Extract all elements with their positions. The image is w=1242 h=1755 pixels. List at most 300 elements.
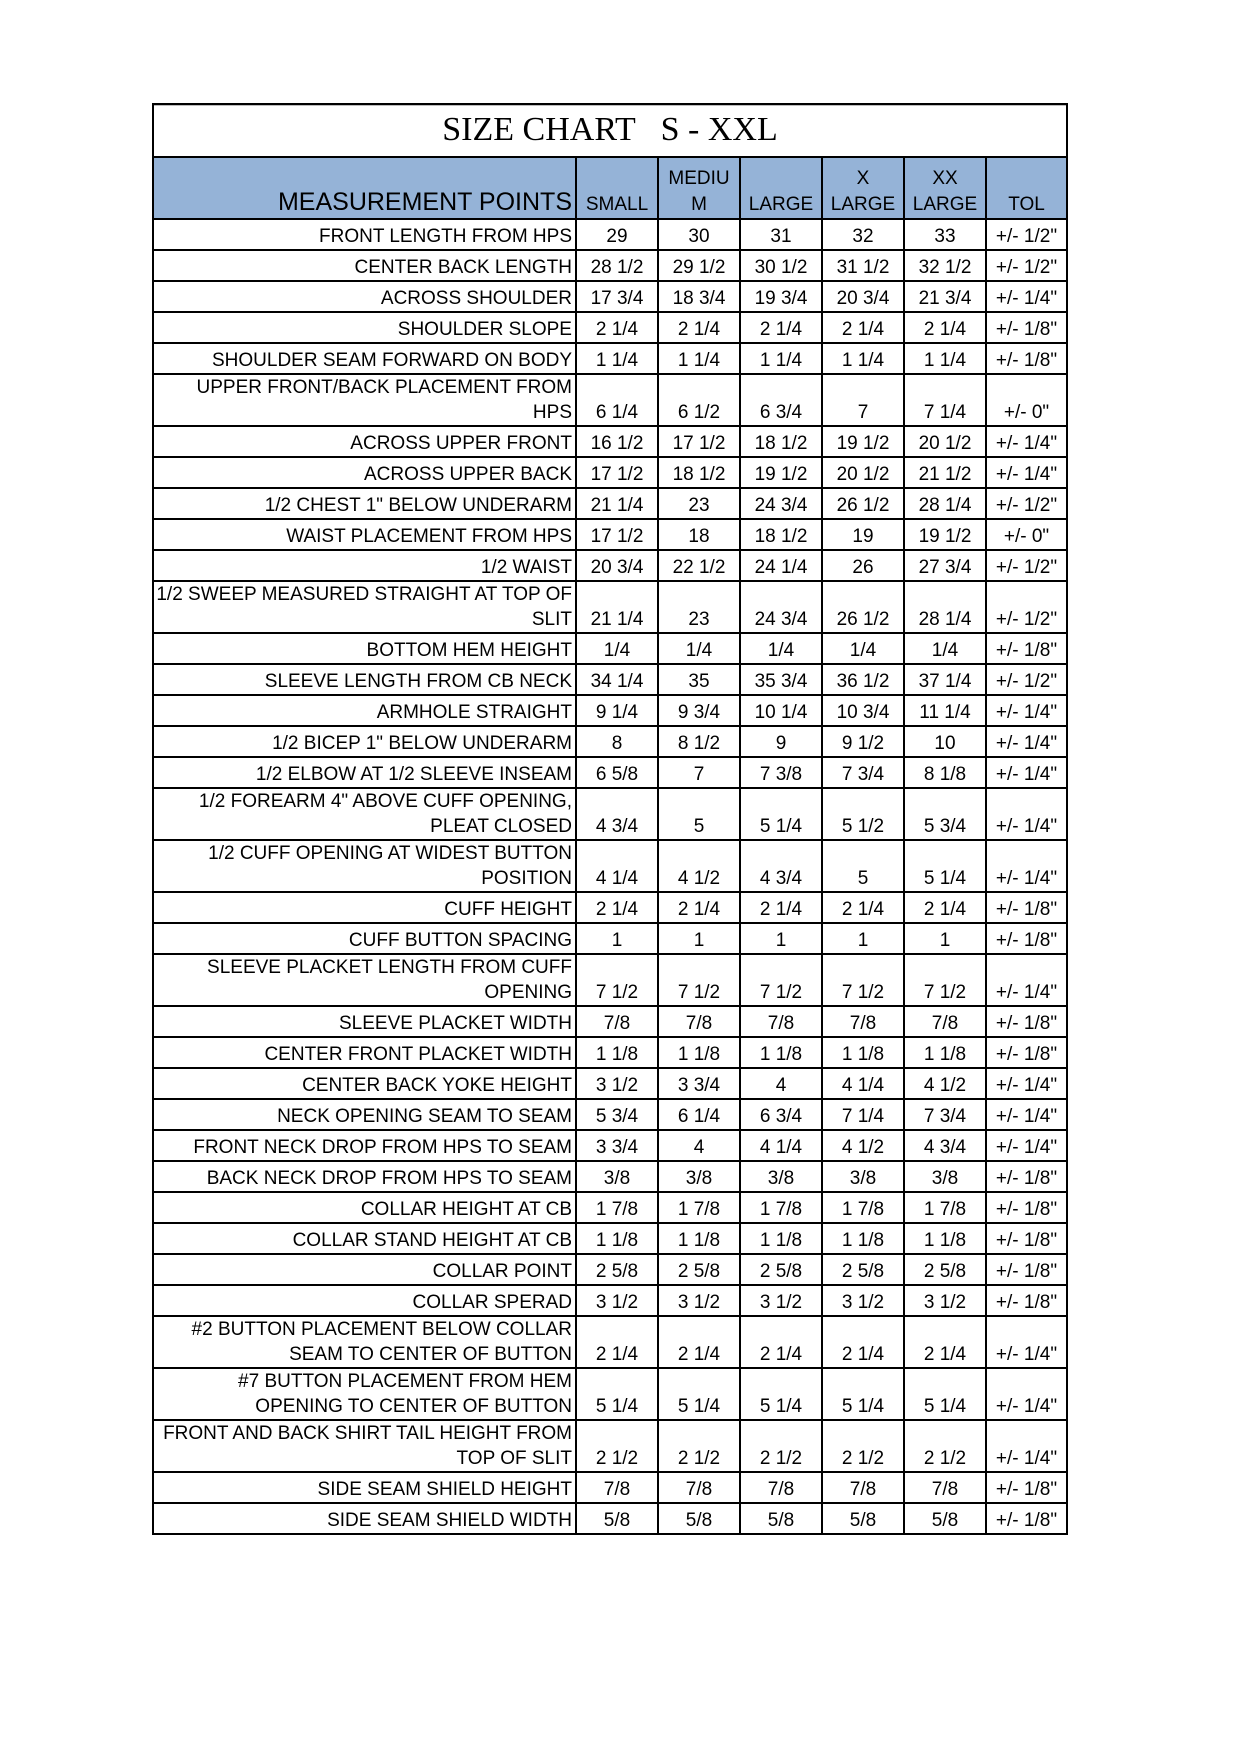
value-cell-small: 20 3/4 xyxy=(576,550,658,581)
header-small: SMALL xyxy=(576,158,658,219)
value-cell-xx-large: 21 3/4 xyxy=(904,281,986,312)
table-row xyxy=(154,457,1066,488)
value-cell-x-large: 26 1/2 xyxy=(822,488,904,519)
table-row xyxy=(154,664,1066,695)
value-cell-small: 6 1/4 xyxy=(576,374,658,426)
value-cell-medium: 2 1/4 xyxy=(658,312,740,343)
tolerance-cell: +/- 1/8" xyxy=(986,1006,1066,1037)
value-cell-small: 7/8 xyxy=(576,1472,658,1503)
value-cell-xx-large: 1 1/8 xyxy=(904,1223,986,1254)
tolerance-cell: +/- 1/8" xyxy=(986,1223,1066,1254)
measurement-point-cell: 1/2 CHEST 1" BELOW UNDERARM xyxy=(154,488,576,519)
measurement-point-cell: SLEEVE PLACKET WIDTH xyxy=(154,1006,576,1037)
value-cell-medium: 2 1/2 xyxy=(658,1420,740,1472)
value-cell-medium: 17 1/2 xyxy=(658,426,740,457)
value-cell-xx-large: 37 1/4 xyxy=(904,664,986,695)
table-row xyxy=(154,1223,1066,1254)
value-cell-x-large: 5 1/4 xyxy=(822,1368,904,1420)
value-cell-small: 4 3/4 xyxy=(576,788,658,840)
tolerance-cell: +/- 1/4" xyxy=(986,954,1066,1006)
value-cell-x-large: 20 1/2 xyxy=(822,457,904,488)
value-cell-small: 1 1/4 xyxy=(576,343,658,374)
value-cell-medium: 23 xyxy=(658,488,740,519)
value-cell-x-large: 31 1/2 xyxy=(822,250,904,281)
table-row xyxy=(154,1037,1066,1068)
value-cell-xx-large: 2 5/8 xyxy=(904,1254,986,1285)
value-cell-large: 31 xyxy=(740,219,822,250)
value-cell-small: 6 5/8 xyxy=(576,757,658,788)
value-cell-x-large: 7/8 xyxy=(822,1006,904,1037)
table-row xyxy=(154,923,1066,954)
value-cell-large: 19 3/4 xyxy=(740,281,822,312)
value-cell-large: 18 1/2 xyxy=(740,426,822,457)
measurement-point-cell: CENTER FRONT PLACKET WIDTH xyxy=(154,1037,576,1068)
value-cell-medium: 18 xyxy=(658,519,740,550)
value-cell-xx-large: 3/8 xyxy=(904,1161,986,1192)
value-cell-x-large: 1 1/8 xyxy=(822,1037,904,1068)
value-cell-x-large: 19 1/2 xyxy=(822,426,904,457)
table-row xyxy=(154,426,1066,457)
value-cell-small: 7/8 xyxy=(576,1006,658,1037)
table-row xyxy=(154,726,1066,757)
value-cell-x-large: 7 3/4 xyxy=(822,757,904,788)
value-cell-x-large: 26 1/2 xyxy=(822,581,904,633)
value-cell-medium: 2 1/4 xyxy=(658,1316,740,1368)
value-cell-small: 3 1/2 xyxy=(576,1068,658,1099)
header-measurement-points: MEASUREMENT POINTS xyxy=(154,158,576,219)
value-cell-large: 6 3/4 xyxy=(740,1099,822,1130)
value-cell-large: 30 1/2 xyxy=(740,250,822,281)
measurement-point-cell: 1/2 ELBOW AT 1/2 SLEEVE INSEAM xyxy=(154,757,576,788)
value-cell-small: 5/8 xyxy=(576,1503,658,1533)
value-cell-medium: 29 1/2 xyxy=(658,250,740,281)
measurement-point-cell: COLLAR POINT xyxy=(154,1254,576,1285)
value-cell-small: 2 1/2 xyxy=(576,1420,658,1472)
value-cell-x-large: 5 1/2 xyxy=(822,788,904,840)
value-cell-medium: 22 1/2 xyxy=(658,550,740,581)
measurement-point-cell: 1/2 FOREARM 4" ABOVE CUFF OPENING, PLEAT CLOSED xyxy=(154,788,576,840)
value-cell-large: 7 3/8 xyxy=(740,757,822,788)
table-row xyxy=(154,1161,1066,1192)
value-cell-small: 8 xyxy=(576,726,658,757)
value-cell-x-large: 1 1/4 xyxy=(822,343,904,374)
value-cell-x-large: 20 3/4 xyxy=(822,281,904,312)
tolerance-cell: +/- 1/4" xyxy=(986,1099,1066,1130)
measurement-point-cell: 1/2 BICEP 1" BELOW UNDERARM xyxy=(154,726,576,757)
value-cell-medium: 4 1/2 xyxy=(658,840,740,892)
table-row xyxy=(154,1099,1066,1130)
value-cell-x-large: 36 1/2 xyxy=(822,664,904,695)
value-cell-large: 19 1/2 xyxy=(740,457,822,488)
table-row xyxy=(154,1503,1066,1533)
value-cell-medium: 18 3/4 xyxy=(658,281,740,312)
measurement-point-cell: SHOULDER SLOPE xyxy=(154,312,576,343)
value-cell-small: 1 1/8 xyxy=(576,1223,658,1254)
measurement-point-cell: ARMHOLE STRAIGHT xyxy=(154,695,576,726)
tolerance-cell: +/- 1/4" xyxy=(986,1420,1066,1472)
measurement-point-cell: CUFF HEIGHT xyxy=(154,892,576,923)
value-cell-medium: 4 xyxy=(658,1130,740,1161)
value-cell-large: 35 3/4 xyxy=(740,664,822,695)
tolerance-cell: +/- 1/8" xyxy=(986,1503,1066,1533)
value-cell-medium: 5/8 xyxy=(658,1503,740,1533)
value-cell-large: 1/4 xyxy=(740,633,822,664)
value-cell-medium: 1 1/8 xyxy=(658,1223,740,1254)
value-cell-small: 1 1/8 xyxy=(576,1037,658,1068)
value-cell-xx-large: 1 7/8 xyxy=(904,1192,986,1223)
value-cell-medium: 3 3/4 xyxy=(658,1068,740,1099)
value-cell-large: 1 1/4 xyxy=(740,343,822,374)
table-row xyxy=(154,954,1066,1006)
value-cell-large: 4 xyxy=(740,1068,822,1099)
value-cell-large: 5 1/4 xyxy=(740,1368,822,1420)
value-cell-xx-large: 28 1/4 xyxy=(904,581,986,633)
measurement-point-cell: SIDE SEAM SHIELD HEIGHT xyxy=(154,1472,576,1503)
value-cell-x-large: 10 3/4 xyxy=(822,695,904,726)
measurement-point-cell: FRONT NECK DROP FROM HPS TO SEAM xyxy=(154,1130,576,1161)
table-row xyxy=(154,281,1066,312)
value-cell-xx-large: 2 1/4 xyxy=(904,312,986,343)
value-cell-xx-large: 1 1/8 xyxy=(904,1037,986,1068)
title-row xyxy=(154,105,1066,158)
value-cell-small: 28 1/2 xyxy=(576,250,658,281)
table-row xyxy=(154,757,1066,788)
value-cell-xx-large: 7 3/4 xyxy=(904,1099,986,1130)
value-cell-medium: 1 xyxy=(658,923,740,954)
value-cell-x-large: 2 1/4 xyxy=(822,892,904,923)
value-cell-x-large: 19 xyxy=(822,519,904,550)
value-cell-x-large: 3/8 xyxy=(822,1161,904,1192)
tolerance-cell: +/- 1/8" xyxy=(986,1285,1066,1316)
tolerance-cell: +/- 1/4" xyxy=(986,457,1066,488)
measurement-point-cell: FRONT AND BACK SHIRT TAIL HEIGHT FROM TOP OF SLIT xyxy=(154,1420,576,1472)
value-cell-large: 2 5/8 xyxy=(740,1254,822,1285)
value-cell-medium: 3 1/2 xyxy=(658,1285,740,1316)
tolerance-cell: +/- 1/4" xyxy=(986,840,1066,892)
value-cell-medium: 8 1/2 xyxy=(658,726,740,757)
measurement-point-cell: SHOULDER SEAM FORWARD ON BODY xyxy=(154,343,576,374)
tolerance-cell: +/- 1/2" xyxy=(986,488,1066,519)
value-cell-xx-large: 3 1/2 xyxy=(904,1285,986,1316)
value-cell-xx-large: 7 1/4 xyxy=(904,374,986,426)
size-table xyxy=(154,158,1066,1533)
value-cell-xx-large: 1/4 xyxy=(904,633,986,664)
value-cell-xx-large: 28 1/4 xyxy=(904,488,986,519)
tolerance-cell: +/- 1/8" xyxy=(986,1037,1066,1068)
tolerance-cell: +/- 1/8" xyxy=(986,923,1066,954)
value-cell-xx-large: 32 1/2 xyxy=(904,250,986,281)
value-cell-large: 2 1/2 xyxy=(740,1420,822,1472)
value-cell-small: 3/8 xyxy=(576,1161,658,1192)
table-row xyxy=(154,1420,1066,1472)
measurement-point-cell: COLLAR HEIGHT AT CB xyxy=(154,1192,576,1223)
measurement-point-cell: CENTER BACK LENGTH xyxy=(154,250,576,281)
value-cell-large: 5 1/4 xyxy=(740,788,822,840)
value-cell-large: 2 1/4 xyxy=(740,892,822,923)
table-body xyxy=(154,219,1066,1533)
value-cell-large: 9 xyxy=(740,726,822,757)
value-cell-xx-large: 5 1/4 xyxy=(904,840,986,892)
header-row xyxy=(154,158,1066,219)
header-large: LARGE xyxy=(740,158,822,219)
value-cell-large: 7/8 xyxy=(740,1472,822,1503)
value-cell-small: 16 1/2 xyxy=(576,426,658,457)
value-cell-small: 1 xyxy=(576,923,658,954)
value-cell-small: 17 3/4 xyxy=(576,281,658,312)
value-cell-small: 2 1/4 xyxy=(576,892,658,923)
value-cell-xx-large: 4 3/4 xyxy=(904,1130,986,1161)
value-cell-xx-large: 21 1/2 xyxy=(904,457,986,488)
value-cell-small: 3 1/2 xyxy=(576,1285,658,1316)
value-cell-large: 7/8 xyxy=(740,1006,822,1037)
table-row xyxy=(154,219,1066,250)
tolerance-cell: +/- 0" xyxy=(986,519,1066,550)
table-row xyxy=(154,519,1066,550)
tolerance-cell: +/- 1/4" xyxy=(986,1316,1066,1368)
value-cell-medium: 5 xyxy=(658,788,740,840)
value-cell-large: 24 3/4 xyxy=(740,581,822,633)
value-cell-small: 5 1/4 xyxy=(576,1368,658,1420)
tolerance-cell: +/- 1/4" xyxy=(986,695,1066,726)
value-cell-medium: 1/4 xyxy=(658,633,740,664)
measurement-point-cell: SLEEVE PLACKET LENGTH FROM CUFF OPENING xyxy=(154,954,576,1006)
value-cell-xx-large: 2 1/2 xyxy=(904,1420,986,1472)
measurement-point-cell: 1/2 WAIST xyxy=(154,550,576,581)
header-medium: MEDIU M xyxy=(658,158,740,219)
value-cell-x-large: 1 xyxy=(822,923,904,954)
value-cell-x-large: 3 1/2 xyxy=(822,1285,904,1316)
value-cell-xx-large: 4 1/2 xyxy=(904,1068,986,1099)
table-row xyxy=(154,581,1066,633)
tolerance-cell: +/- 1/8" xyxy=(986,312,1066,343)
value-cell-x-large: 4 1/2 xyxy=(822,1130,904,1161)
measurement-point-cell: #7 BUTTON PLACEMENT FROM HEM OPENING TO CENTER OF BUTTON xyxy=(154,1368,576,1420)
value-cell-x-large: 2 1/4 xyxy=(822,1316,904,1368)
value-cell-xx-large: 5/8 xyxy=(904,1503,986,1533)
value-cell-large: 2 1/4 xyxy=(740,312,822,343)
measurement-point-cell: WAIST PLACEMENT FROM HPS xyxy=(154,519,576,550)
measurement-point-cell: 1/2 SWEEP MEASURED STRAIGHT AT TOP OF SLIT xyxy=(154,581,576,633)
measurement-point-cell: CENTER BACK YOKE HEIGHT xyxy=(154,1068,576,1099)
value-cell-large: 24 3/4 xyxy=(740,488,822,519)
measurement-point-cell: SLEEVE LENGTH FROM CB NECK xyxy=(154,664,576,695)
value-cell-x-large: 32 xyxy=(822,219,904,250)
value-cell-xx-large: 5 3/4 xyxy=(904,788,986,840)
value-cell-x-large: 7 xyxy=(822,374,904,426)
measurement-point-cell: ACROSS UPPER FRONT xyxy=(154,426,576,457)
table-row xyxy=(154,633,1066,664)
tolerance-cell: +/- 1/8" xyxy=(986,892,1066,923)
value-cell-large: 1 1/8 xyxy=(740,1223,822,1254)
table-row xyxy=(154,488,1066,519)
value-cell-small: 3 3/4 xyxy=(576,1130,658,1161)
value-cell-large: 3 1/2 xyxy=(740,1285,822,1316)
tolerance-cell: +/- 1/8" xyxy=(986,1254,1066,1285)
tolerance-cell: +/- 0" xyxy=(986,374,1066,426)
table-row xyxy=(154,1006,1066,1037)
value-cell-medium: 1 1/8 xyxy=(658,1037,740,1068)
measurement-point-cell: BACK NECK DROP FROM HPS TO SEAM xyxy=(154,1161,576,1192)
value-cell-x-large: 7 1/2 xyxy=(822,954,904,1006)
value-cell-x-large: 4 1/4 xyxy=(822,1068,904,1099)
tolerance-cell: +/- 1/8" xyxy=(986,1472,1066,1503)
value-cell-large: 2 1/4 xyxy=(740,1316,822,1368)
value-cell-small: 21 1/4 xyxy=(576,581,658,633)
measurement-point-cell: COLLAR SPERAD xyxy=(154,1285,576,1316)
value-cell-xx-large: 5 1/4 xyxy=(904,1368,986,1420)
value-cell-x-large: 1 1/8 xyxy=(822,1223,904,1254)
value-cell-small: 17 1/2 xyxy=(576,457,658,488)
value-cell-medium: 2 1/4 xyxy=(658,892,740,923)
header-tol: TOL xyxy=(986,158,1066,219)
measurement-point-cell: FRONT LENGTH FROM HPS xyxy=(154,219,576,250)
value-cell-x-large: 5 xyxy=(822,840,904,892)
value-cell-medium: 7/8 xyxy=(658,1472,740,1503)
table-row xyxy=(154,1068,1066,1099)
tolerance-cell: +/- 1/8" xyxy=(986,343,1066,374)
measurement-point-cell: ACROSS SHOULDER xyxy=(154,281,576,312)
measurement-point-cell: UPPER FRONT/BACK PLACEMENT FROM HPS xyxy=(154,374,576,426)
tolerance-cell: +/- 1/2" xyxy=(986,550,1066,581)
value-cell-large: 1 7/8 xyxy=(740,1192,822,1223)
value-cell-xx-large: 1 xyxy=(904,923,986,954)
value-cell-xx-large: 27 3/4 xyxy=(904,550,986,581)
value-cell-small: 2 5/8 xyxy=(576,1254,658,1285)
value-cell-xx-large: 19 1/2 xyxy=(904,519,986,550)
tolerance-cell: +/- 1/8" xyxy=(986,633,1066,664)
value-cell-medium: 1 7/8 xyxy=(658,1192,740,1223)
value-cell-small: 21 1/4 xyxy=(576,488,658,519)
value-cell-medium: 7/8 xyxy=(658,1006,740,1037)
value-cell-large: 3/8 xyxy=(740,1161,822,1192)
tolerance-cell: +/- 1/4" xyxy=(986,426,1066,457)
value-cell-medium: 35 xyxy=(658,664,740,695)
measurement-point-cell: CUFF BUTTON SPACING xyxy=(154,923,576,954)
value-cell-x-large: 2 1/4 xyxy=(822,312,904,343)
value-cell-small: 5 3/4 xyxy=(576,1099,658,1130)
value-cell-small: 1 7/8 xyxy=(576,1192,658,1223)
value-cell-x-large: 2 5/8 xyxy=(822,1254,904,1285)
value-cell-large: 4 3/4 xyxy=(740,840,822,892)
value-cell-large: 5/8 xyxy=(740,1503,822,1533)
tolerance-cell: +/- 1/8" xyxy=(986,1161,1066,1192)
tolerance-cell: +/- 1/4" xyxy=(986,1068,1066,1099)
value-cell-xx-large: 2 1/4 xyxy=(904,1316,986,1368)
table-row xyxy=(154,374,1066,426)
table-row xyxy=(154,1285,1066,1316)
table-row xyxy=(154,1316,1066,1368)
value-cell-medium: 9 3/4 xyxy=(658,695,740,726)
value-cell-x-large: 7/8 xyxy=(822,1472,904,1503)
value-cell-medium: 3/8 xyxy=(658,1161,740,1192)
value-cell-small: 17 1/2 xyxy=(576,519,658,550)
value-cell-small: 29 xyxy=(576,219,658,250)
value-cell-x-large: 5/8 xyxy=(822,1503,904,1533)
header-xx-large: XX LARGE xyxy=(904,158,986,219)
table-row xyxy=(154,788,1066,840)
value-cell-large: 24 1/4 xyxy=(740,550,822,581)
value-cell-large: 18 1/2 xyxy=(740,519,822,550)
table-row xyxy=(154,1472,1066,1503)
value-cell-xx-large: 11 1/4 xyxy=(904,695,986,726)
value-cell-medium: 18 1/2 xyxy=(658,457,740,488)
value-cell-small: 2 1/4 xyxy=(576,1316,658,1368)
size-chart xyxy=(152,103,1068,1535)
table-row xyxy=(154,343,1066,374)
value-cell-xx-large: 7/8 xyxy=(904,1472,986,1503)
measurement-point-cell: COLLAR STAND HEIGHT AT CB xyxy=(154,1223,576,1254)
value-cell-small: 34 1/4 xyxy=(576,664,658,695)
measurement-point-cell: BOTTOM HEM HEIGHT xyxy=(154,633,576,664)
value-cell-large: 1 1/8 xyxy=(740,1037,822,1068)
value-cell-medium: 7 xyxy=(658,757,740,788)
measurement-point-cell: ACROSS UPPER BACK xyxy=(154,457,576,488)
value-cell-large: 10 1/4 xyxy=(740,695,822,726)
value-cell-xx-large: 2 1/4 xyxy=(904,892,986,923)
tolerance-cell: +/- 1/4" xyxy=(986,757,1066,788)
value-cell-xx-large: 7 1/2 xyxy=(904,954,986,1006)
value-cell-xx-large: 1 1/4 xyxy=(904,343,986,374)
value-cell-large: 1 xyxy=(740,923,822,954)
table-row xyxy=(154,1192,1066,1223)
table-row xyxy=(154,892,1066,923)
value-cell-large: 4 1/4 xyxy=(740,1130,822,1161)
value-cell-x-large: 26 xyxy=(822,550,904,581)
value-cell-medium: 6 1/2 xyxy=(658,374,740,426)
value-cell-xx-large: 7/8 xyxy=(904,1006,986,1037)
value-cell-small: 2 1/4 xyxy=(576,312,658,343)
chart-title: SIZE CHART S - XXL xyxy=(442,111,778,148)
value-cell-xx-large: 20 1/2 xyxy=(904,426,986,457)
table-row xyxy=(154,250,1066,281)
value-cell-large: 6 3/4 xyxy=(740,374,822,426)
measurement-point-cell: SIDE SEAM SHIELD WIDTH xyxy=(154,1503,576,1533)
value-cell-medium: 1 1/4 xyxy=(658,343,740,374)
measurement-point-cell: 1/2 CUFF OPENING AT WIDEST BUTTON POSITION xyxy=(154,840,576,892)
tolerance-cell: +/- 1/4" xyxy=(986,1130,1066,1161)
value-cell-xx-large: 8 1/8 xyxy=(904,757,986,788)
table-row xyxy=(154,695,1066,726)
tolerance-cell: +/- 1/2" xyxy=(986,581,1066,633)
tolerance-cell: +/- 1/2" xyxy=(986,250,1066,281)
tolerance-cell: +/- 1/8" xyxy=(986,1192,1066,1223)
table-row xyxy=(154,1254,1066,1285)
value-cell-medium: 7 1/2 xyxy=(658,954,740,1006)
value-cell-xx-large: 10 xyxy=(904,726,986,757)
value-cell-small: 9 1/4 xyxy=(576,695,658,726)
value-cell-xx-large: 33 xyxy=(904,219,986,250)
value-cell-x-large: 1/4 xyxy=(822,633,904,664)
tolerance-cell: +/- 1/2" xyxy=(986,219,1066,250)
value-cell-x-large: 9 1/2 xyxy=(822,726,904,757)
value-cell-medium: 5 1/4 xyxy=(658,1368,740,1420)
table-row xyxy=(154,550,1066,581)
value-cell-small: 7 1/2 xyxy=(576,954,658,1006)
tolerance-cell: +/- 1/4" xyxy=(986,788,1066,840)
value-cell-medium: 30 xyxy=(658,219,740,250)
value-cell-medium: 23 xyxy=(658,581,740,633)
table-row xyxy=(154,840,1066,892)
table-row xyxy=(154,1130,1066,1161)
value-cell-x-large: 7 1/4 xyxy=(822,1099,904,1130)
header-x-large: X LARGE xyxy=(822,158,904,219)
value-cell-small: 4 1/4 xyxy=(576,840,658,892)
tolerance-cell: +/- 1/2" xyxy=(986,664,1066,695)
measurement-point-cell: #2 BUTTON PLACEMENT BELOW COLLAR SEAM TO CENTER OF BUTTON xyxy=(154,1316,576,1368)
table-row xyxy=(154,1368,1066,1420)
value-cell-medium: 6 1/4 xyxy=(658,1099,740,1130)
value-cell-large: 7 1/2 xyxy=(740,954,822,1006)
